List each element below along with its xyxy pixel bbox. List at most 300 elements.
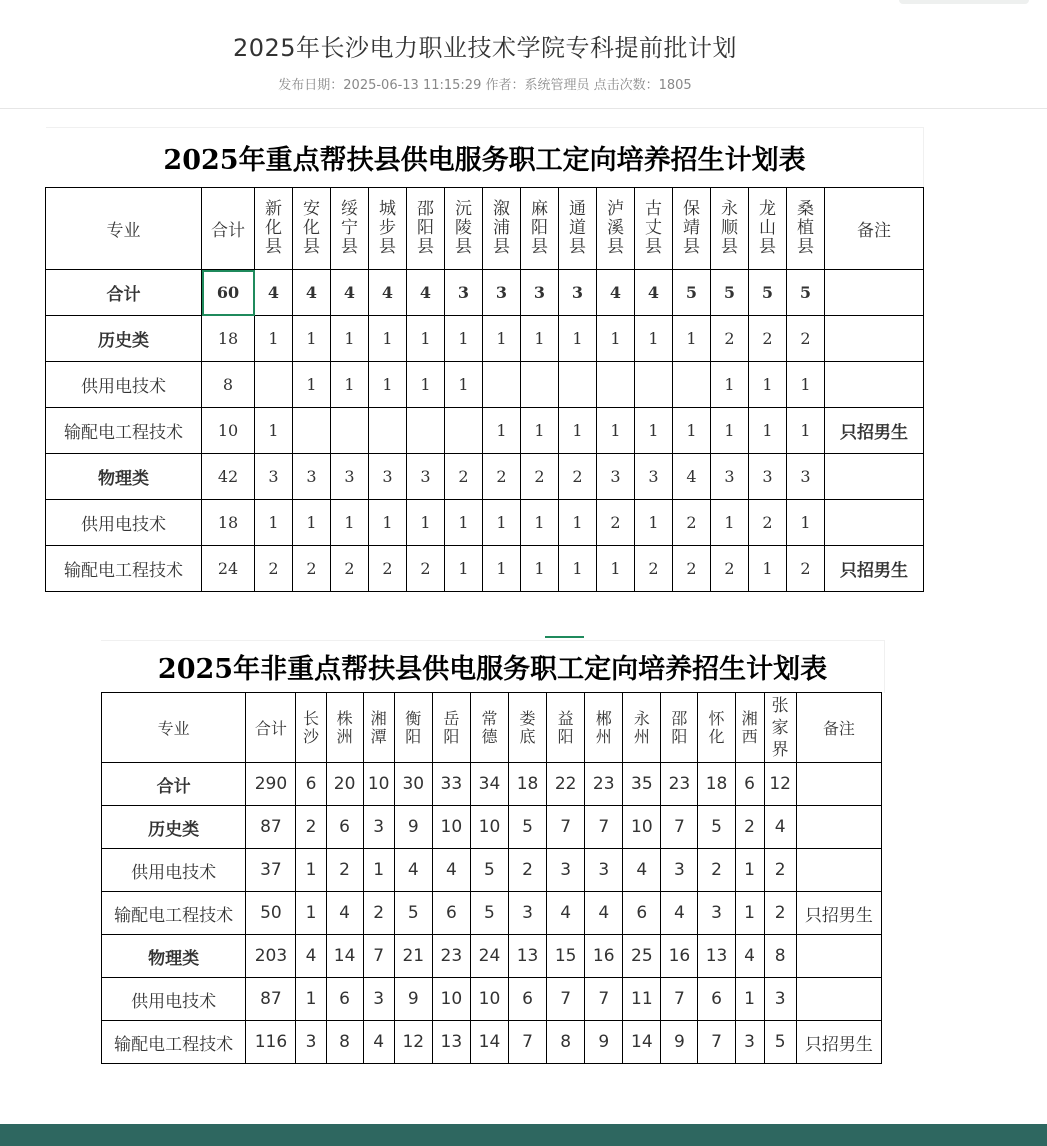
table-row [102,806,882,849]
row-value: 2 [764,892,796,935]
header-region [623,693,661,763]
row-value: 14 [623,1021,661,1064]
row-note: 只招男生 [796,1021,881,1064]
row-major: 物理类 [102,935,246,978]
header-region-label: 湘 潭 [370,708,387,746]
row-value: 7 [547,978,585,1021]
header-region [711,188,749,270]
row-value: 30 [394,763,432,806]
row-value: 1 [369,500,407,546]
row-value: 4 [331,270,369,316]
header-region-label: 郴 州 [595,708,612,746]
row-major: 供用电技术 [46,362,202,408]
row-total: 10 [202,408,255,454]
row-value: 14 [470,1021,508,1064]
row-value: 1 [445,500,483,546]
page-title: 2025年长沙电力职业技术学院专科提前批计划 [232,34,738,62]
row-value: 23 [432,935,470,978]
row-value: 3 [711,454,749,500]
row-value: 2 [749,316,787,362]
row-value [445,408,483,454]
row-value: 1 [331,316,369,362]
header-region [787,188,825,270]
row-value: 9 [661,1021,698,1064]
row-value: 1 [331,362,369,408]
row-value: 3 [255,454,293,500]
header-region-label: 龙 山 县 [759,199,776,257]
row-value: 1 [711,362,749,408]
article-header [0,0,1047,109]
row-value: 3 [698,892,735,935]
header-region [585,693,623,763]
row-value: 6 [698,978,735,1021]
row-note [825,270,924,316]
row-value [293,408,331,454]
row-major: 合计 [102,763,246,806]
row-value: 5 [673,270,711,316]
row-value: 11 [623,978,661,1021]
row-value: 23 [661,763,698,806]
row-value: 2 [749,500,787,546]
row-value: 4 [635,270,673,316]
header-region [509,693,547,763]
row-value: 1 [331,500,369,546]
header-region [661,693,698,763]
row-value: 4 [735,935,764,978]
row-value: 1 [483,500,521,546]
row-value: 7 [698,1021,735,1064]
row-value: 6 [509,978,547,1021]
row-value: 2 [559,454,597,500]
row-value: 1 [483,316,521,362]
header-region-label: 娄 底 [519,708,536,746]
header-region [764,693,796,763]
table-row [102,849,882,892]
row-value: 24 [470,935,508,978]
row-value [255,362,293,408]
row-value: 1 [445,546,483,592]
table2 [101,692,882,1064]
row-value: 5 [470,849,508,892]
row-value: 1 [255,500,293,546]
row-note [796,935,881,978]
row-value: 7 [509,1021,547,1064]
row-value: 3 [445,270,483,316]
row-total: 42 [202,454,255,500]
header-region [445,188,483,270]
row-note: 只招男生 [796,892,881,935]
row-value: 1 [559,500,597,546]
row-major: 输配电工程技术 [102,892,246,935]
row-value [521,362,559,408]
row-total: 50 [246,892,296,935]
row-value: 1 [369,362,407,408]
table-row [46,454,924,500]
row-value: 1 [673,316,711,362]
row-value: 1 [597,408,635,454]
row-major: 物理类 [46,454,202,500]
row-total: 116 [246,1021,296,1064]
row-value: 7 [661,806,698,849]
row-value: 5 [470,892,508,935]
row-value: 3 [509,892,547,935]
row-total: 87 [246,806,296,849]
row-value: 1 [407,500,445,546]
row-value: 6 [432,892,470,935]
row-major: 供用电技术 [102,849,246,892]
row-value: 4 [296,935,326,978]
row-value: 18 [509,763,547,806]
row-value: 3 [331,454,369,500]
row-total: 290 [246,763,296,806]
row-total: 203 [246,935,296,978]
row-value: 1 [407,316,445,362]
header-region-label: 邵 阳 [671,708,688,746]
header-region [635,188,673,270]
header-region-label: 沅 陵 县 [455,199,472,257]
row-value: 2 [445,454,483,500]
header-major: 专业 [102,693,246,763]
row-value: 12 [764,763,796,806]
header-region [293,188,331,270]
header-region [735,693,764,763]
row-value: 1 [635,408,673,454]
table-row [102,935,882,978]
header-region-label: 张 家 界 [771,695,789,760]
row-value: 1 [749,546,787,592]
row-value: 5 [509,806,547,849]
row-value: 2 [363,892,394,935]
row-note [825,362,924,408]
row-value: 3 [521,270,559,316]
row-note [796,849,881,892]
table2-title: 2025年非重点帮扶县供电服务职工定向培养招生计划表 [101,640,885,693]
row-value: 9 [394,806,432,849]
header-region [483,188,521,270]
row-value: 1 [749,362,787,408]
row-value [331,408,369,454]
header-major: 专业 [46,188,202,270]
row-value [483,362,521,408]
row-major: 历史类 [102,806,246,849]
row-value: 6 [326,806,363,849]
row-value: 2 [698,849,735,892]
row-value: 5 [749,270,787,316]
row-total: 24 [202,546,255,592]
header-region [394,693,432,763]
row-value: 16 [585,935,623,978]
row-value: 3 [597,454,635,500]
row-value: 23 [585,763,623,806]
row-value: 3 [749,454,787,500]
header-region [369,188,407,270]
header-region-label: 永 州 [633,708,650,746]
row-value: 13 [432,1021,470,1064]
row-value: 2 [735,806,764,849]
header-row [102,693,882,763]
header-total: 合计 [202,188,255,270]
row-value [559,362,597,408]
row-value [407,408,445,454]
header-region [559,188,597,270]
row-value: 2 [509,849,547,892]
row-value: 2 [711,546,749,592]
row-value: 2 [326,849,363,892]
row-value: 3 [735,1021,764,1064]
row-major: 输配电工程技术 [46,546,202,592]
row-value: 4 [394,849,432,892]
row-value: 4 [597,270,635,316]
table-row [102,978,882,1021]
header-region-label: 通 道 县 [569,199,586,257]
row-value: 13 [698,935,735,978]
row-value: 2 [673,500,711,546]
row-value: 2 [293,546,331,592]
table-row [102,763,882,806]
row-value: 25 [623,935,661,978]
header-note: 备注 [825,188,924,270]
row-value: 6 [296,763,326,806]
header-region [470,693,508,763]
table-row [46,408,924,454]
row-value: 34 [470,763,508,806]
row-total: 18 [202,500,255,546]
row-value: 10 [623,806,661,849]
row-value: 8 [326,1021,363,1064]
row-value: 10 [432,806,470,849]
row-value: 1 [521,500,559,546]
header-region-label: 桑 植 县 [797,199,814,257]
row-major: 供用电技术 [102,978,246,1021]
table-row [46,500,924,546]
row-value: 1 [296,978,326,1021]
row-value [597,362,635,408]
table1 [45,187,924,592]
row-value: 10 [470,806,508,849]
row-value: 3 [661,849,698,892]
row-value: 1 [787,408,825,454]
row-value: 4 [673,454,711,500]
row-value: 1 [255,408,293,454]
row-value: 1 [635,500,673,546]
row-value: 1 [787,500,825,546]
row-major: 输配电工程技术 [102,1021,246,1064]
header-region-label: 湘 西 [741,708,758,746]
row-value: 7 [363,935,394,978]
table-row [102,892,882,935]
row-value: 1 [597,316,635,362]
row-value: 5 [711,270,749,316]
row-value: 33 [432,763,470,806]
row-value: 3 [369,454,407,500]
row-value: 1 [787,362,825,408]
row-value: 3 [483,270,521,316]
row-value: 1 [363,849,394,892]
header-region-label: 城 步 县 [379,199,396,257]
row-value: 10 [363,763,394,806]
row-value: 1 [407,362,445,408]
header-region-label: 常 德 [481,708,498,746]
row-value: 4 [255,270,293,316]
row-value: 3 [296,1021,326,1064]
row-value: 4 [293,270,331,316]
header-region-label: 新 化 县 [265,199,282,257]
row-value: 2 [255,546,293,592]
row-value: 1 [445,316,483,362]
row-value [673,362,711,408]
row-value: 2 [331,546,369,592]
row-value: 8 [764,935,796,978]
row-value: 2 [764,849,796,892]
row-value: 7 [661,978,698,1021]
table-row [46,316,924,362]
header-region-label: 麻 阳 县 [531,199,548,257]
header-total: 合计 [246,693,296,763]
header-region [331,188,369,270]
table-row [46,270,924,316]
row-value: 5 [787,270,825,316]
table2-accent-mark [545,636,584,638]
row-value: 22 [547,763,585,806]
row-value: 4 [363,1021,394,1064]
row-value [635,362,673,408]
header-region-label: 泸 溪 县 [607,199,624,257]
header-region [673,188,711,270]
header-region-label: 怀 化 [708,708,725,746]
header-region [326,693,363,763]
row-value: 7 [547,806,585,849]
row-note [796,763,881,806]
row-value: 4 [585,892,623,935]
header-region [296,693,326,763]
row-value: 3 [363,978,394,1021]
row-value: 5 [698,806,735,849]
row-value: 1 [711,500,749,546]
row-value: 2 [635,546,673,592]
row-value: 5 [394,892,432,935]
row-value: 1 [521,408,559,454]
row-value: 2 [711,316,749,362]
row-total: 18 [202,316,255,362]
row-major: 合计 [46,270,202,316]
row-value: 4 [623,849,661,892]
header-region-label: 保 靖 县 [683,199,700,257]
header-region [698,693,735,763]
header-region [547,693,585,763]
row-value: 35 [623,763,661,806]
row-value: 3 [585,849,623,892]
row-value: 3 [407,454,445,500]
row-value: 1 [559,316,597,362]
row-value: 1 [369,316,407,362]
row-value: 18 [698,763,735,806]
row-value: 3 [635,454,673,500]
article-meta: 发布日期：2025-06-13 11:15:29 作者：系统管理员 点击次数：1805 [278,78,692,93]
row-value: 1 [293,362,331,408]
row-value: 1 [255,316,293,362]
header-region-label: 安 化 县 [303,199,320,257]
row-note [825,316,924,362]
row-value: 2 [407,546,445,592]
row-value: 1 [673,408,711,454]
row-value: 14 [326,935,363,978]
row-value: 6 [326,978,363,1021]
row-value: 16 [661,935,698,978]
row-value: 4 [432,849,470,892]
row-value: 1 [559,408,597,454]
row-value: 8 [547,1021,585,1064]
row-value: 13 [509,935,547,978]
row-value: 6 [735,763,764,806]
row-value: 1 [483,408,521,454]
table-row [46,546,924,592]
row-value: 21 [394,935,432,978]
row-value: 1 [559,546,597,592]
row-value: 1 [711,408,749,454]
header-region-label: 株 洲 [336,708,353,746]
header-region-label: 岳 阳 [443,708,460,746]
header-region [749,188,787,270]
row-value: 1 [483,546,521,592]
header-shadow [899,0,1029,4]
header-region [255,188,293,270]
row-value: 1 [635,316,673,362]
header-region [597,188,635,270]
row-value: 1 [293,316,331,362]
row-value: 9 [585,1021,623,1064]
row-value: 2 [597,500,635,546]
row-value: 12 [394,1021,432,1064]
row-note [796,806,881,849]
row-value: 4 [547,892,585,935]
row-value: 3 [559,270,597,316]
row-value: 2 [369,546,407,592]
table1-title: 2025年重点帮扶县供电服务职工定向培养招生计划表 [46,127,924,188]
row-total: 60 [202,270,255,316]
header-region-label: 益 阳 [557,708,574,746]
row-total: 87 [246,978,296,1021]
row-total: 37 [246,849,296,892]
header-region-label: 邵 阳 县 [417,199,434,257]
row-value: 1 [749,408,787,454]
row-value: 4 [369,270,407,316]
row-major: 供用电技术 [46,500,202,546]
table-row [46,362,924,408]
row-value: 20 [326,763,363,806]
row-value: 1 [735,849,764,892]
header-row [46,188,924,270]
row-value: 9 [394,978,432,1021]
row-value: 7 [585,806,623,849]
row-value: 1 [735,892,764,935]
row-value: 5 [764,1021,796,1064]
header-region [363,693,394,763]
row-value: 2 [296,806,326,849]
row-note [825,454,924,500]
row-value: 3 [764,978,796,1021]
row-note [825,500,924,546]
row-value: 1 [296,892,326,935]
row-value: 1 [296,849,326,892]
header-region-label: 古 丈 县 [645,199,662,257]
row-value: 1 [293,500,331,546]
row-major: 输配电工程技术 [46,408,202,454]
row-value: 7 [585,978,623,1021]
row-note: 只招男生 [825,546,924,592]
row-value: 4 [661,892,698,935]
row-value: 1 [521,316,559,362]
header-region-label: 衡 阳 [405,708,422,746]
